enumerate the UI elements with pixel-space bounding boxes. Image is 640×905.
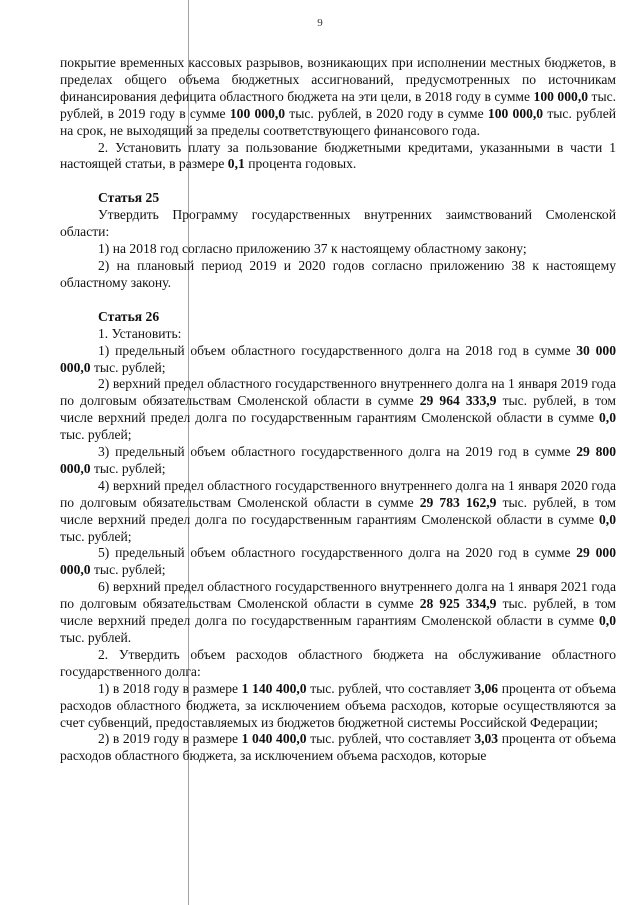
bold-text-run: Статья 26 [98, 308, 160, 324]
text-run: 2) на плановый период 2019 и 2020 годов согласно приложению 38 к настоящему областному закону. [60, 257, 616, 290]
bold-text-run: 29 800 000,0 [60, 444, 616, 476]
paragraph [60, 207, 616, 241]
text-run: тыс. рублей; [60, 427, 132, 443]
text-run: тыс. рублей на срок, не выходящий за пределы соответствующего финансового года. [60, 105, 616, 138]
bold-text-run: 100 000,0 [487, 105, 544, 121]
paragraph [60, 545, 616, 579]
paragraph [60, 478, 616, 546]
article-heading [60, 309, 616, 326]
text-run: 1) в 2018 году в размере [98, 680, 242, 696]
document-body [60, 55, 616, 765]
text-run: 1) на 2018 год согласно приложению 37 к настоящему областному закону; [98, 241, 527, 257]
text-run: 2. Утвердить объем расходов областного бюджета на обслуживание областного государственного долга: [60, 646, 616, 679]
text-run: 2. Установить плату за пользование бюджетными кредитами, указанными в части 1 настоящей статьи, в размере [60, 139, 616, 172]
bold-text-run: 3,03 [474, 731, 499, 747]
text-run: процента от объема расходов областного бюджета, за исключением объема расходов, которые [60, 731, 616, 764]
paragraph [60, 731, 616, 765]
bold-text-run: 29 000 000,0 [60, 545, 616, 578]
text-run: тыс. рублей, в том числе верхний предел долга по государственным гарантиям Смоленской области в сумме [60, 494, 616, 527]
bold-text-run: 0,0 [599, 613, 616, 629]
bold-text-run: 30 000 000,0 [60, 342, 616, 375]
paragraph [60, 579, 616, 647]
text-run: 6) верхний предел областного государственного внутреннего долга на 1 января 2021 года по долговым обязательствам Смоленской области в сумме [60, 579, 616, 612]
paragraph [60, 258, 616, 292]
bold-text-run: 3,06 [474, 680, 499, 696]
bold-text-run: 0,1 [227, 156, 245, 172]
text-run: тыс. рублей; [90, 460, 166, 476]
paragraph [60, 376, 616, 444]
text-run: 1) предельный объем областного государственного долга на 2018 год в сумме [98, 342, 577, 358]
paragraph [60, 343, 616, 377]
text-run: 1. Установить: [98, 325, 182, 341]
text-run: процента от объема расходов областного бюджета, за исключением объема расходов, которые осуществляются за счет субвенций, предоставляемых из бюджетов бюджетной системы Российской Федерации; [60, 680, 616, 730]
text-run: тыс. рублей, в 2020 году в сумме [285, 105, 488, 121]
paragraph [60, 140, 616, 174]
text-run: тыс. рублей; [90, 562, 166, 578]
bold-text-run: 28 925 334,9 [419, 596, 497, 612]
bold-text-run: 100 000,0 [229, 105, 286, 121]
paragraph [60, 681, 616, 732]
bold-text-run: 29 964 333,9 [419, 393, 497, 409]
page-number: 9 [317, 17, 323, 29]
bold-text-run: 0,0 [599, 410, 616, 426]
text-run: тыс. рублей, что составляет [306, 731, 475, 747]
bold-text-run: 1 140 400,0 [241, 680, 307, 696]
text-run: покрытие временных кассовых разрывов, возникающих при исполнении местных бюджетов, в пределах общего объема бюджетных ассигнований, предусмотренных по источникам финансирования дефицита областного бюджета на эти цели, в 2018 году в сумме [60, 55, 616, 104]
paragraph [60, 444, 616, 478]
paragraph [60, 241, 616, 258]
paragraph [60, 647, 616, 681]
text-run: 5) предельный объем областного государственного долга на 2020 год в сумме [98, 545, 577, 561]
paragraph [60, 55, 616, 140]
paragraph-gap [60, 292, 616, 309]
article-heading [60, 190, 616, 207]
text-run: тыс. рублей. [60, 630, 132, 645]
paragraph-gap [60, 173, 616, 190]
text-run: тыс. рублей, в 2019 году в сумме [60, 88, 617, 121]
text-run: процента годовых. [244, 156, 357, 172]
bold-text-run: 0,0 [599, 511, 616, 527]
text-run: тыс. рублей, в том числе верхний предел долга по государственным гарантиям Смоленской области в сумме [60, 596, 616, 629]
bold-text-run: 100 000,0 [533, 88, 589, 104]
bold-text-run: 29 783 162,9 [419, 494, 497, 510]
text-run: тыс. рублей; [60, 528, 132, 544]
text-run: 3) предельный объем областного государственного долга на 2019 год в сумме [98, 444, 577, 460]
text-run: тыс. рублей; [90, 359, 166, 375]
bold-text-run: Статья 25 [98, 190, 160, 206]
bold-text-run: 1 040 400,0 [241, 731, 307, 747]
text-run: 4) верхний предел областного государственного внутреннего долга на 1 января 2020 года по долговым обязательствам Смоленской области в сумме [60, 477, 616, 510]
text-run: тыс. рублей, в том числе верхний предел долга по государственным гарантиям Смоленской области в сумме [60, 393, 616, 426]
text-run: тыс. рублей, что составляет [306, 680, 475, 696]
text-run: 2) в 2019 году в размере [98, 731, 242, 747]
text-run: Утвердить Программу государственных внутренних заимствований Смоленской области: [60, 207, 616, 240]
paragraph [60, 326, 616, 343]
text-run: 2) верхний предел областного государственного внутреннего долга на 1 января 2019 года по долговым обязательствам Смоленской области в сумме [60, 376, 616, 409]
